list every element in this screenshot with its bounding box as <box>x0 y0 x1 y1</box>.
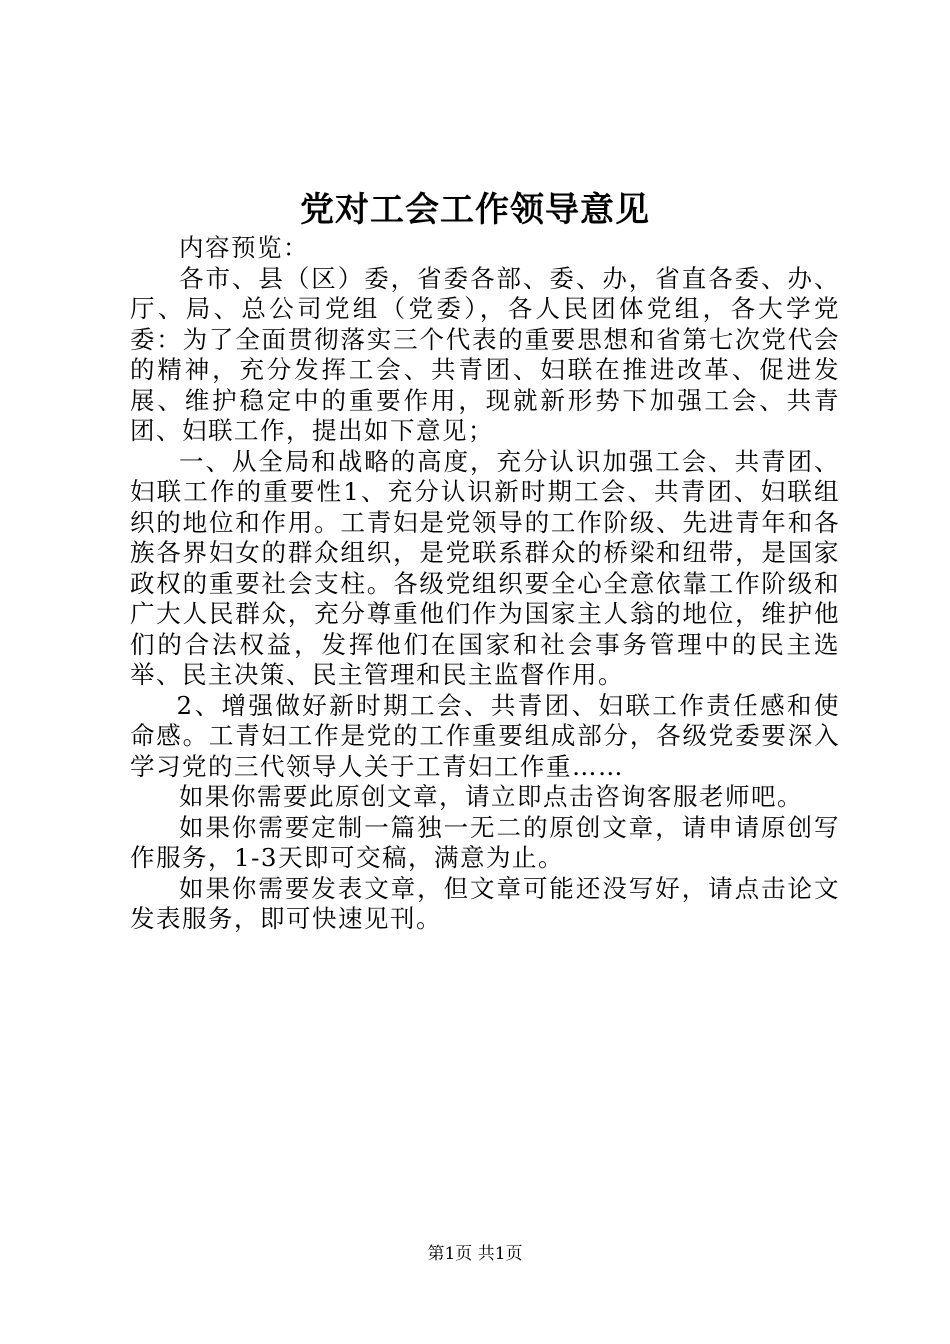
paragraph-publish-notice: 如果你需要发表文章，但文章可能还没写好，请点击论文发表服务，即可快速见刊。 <box>130 873 840 933</box>
page-footer: 第1页 共1页 <box>427 1244 523 1264</box>
document-title: 党对工会工作领导意见 <box>300 190 650 230</box>
preview-label: 内容预览： <box>179 233 309 262</box>
paragraph-intro: 各市、县（区）委，省委各部、委、办，省直各委、办、厅、局、总公司党组（党委），各人民团体党组，各大学党委：为了全面贯彻落实三个代表的重要思想和省第七次党代会的精神，充分发挥工会、共青团、妇联在推进改革、促进发展、维护稳定中的重要作用，现就新形势下加强工会、共青团、妇联工作，提出如下意见； <box>130 263 840 445</box>
paragraph-section-one: 一、从全局和战略的高度，充分认识加强工会、共青团、妇联工作的重要性1、充分认识新时期工会、共青团、妇联组织的地位和作用。工青妇是党领导的工作阶级、先进青年和各族各界妇女的群众组织，是党联系群众的桥梁和纽带，是国家政权的重要社会支柱。各级党组织要全心全意依靠工作阶级和广大人民群众，充分尊重他们作为国家主人翁的地位，维护他们的合法权益，发挥他们在国家和社会事务管理中的民主选举、民主决策、民主管理和民主监督作用。 <box>130 446 840 689</box>
document-body <box>130 233 840 935</box>
paragraph-point-two: 2、增强做好新时期工会、共青团、妇联工作责任感和使命感。工青妇工作是党的工作重要组成部分，各级党委要深入学习党的三代领导人关于工青妇工作重…… <box>130 690 840 781</box>
paragraph-consult-notice: 如果你需要此原创文章，请立即点击咨询客服老师吧。 <box>179 782 803 811</box>
paragraph-custom-writing-notice: 如果你需要定制一篇独一无二的原创文章，请申请原创写作服务，1-3天即可交稿，满意为止。 <box>130 812 840 872</box>
